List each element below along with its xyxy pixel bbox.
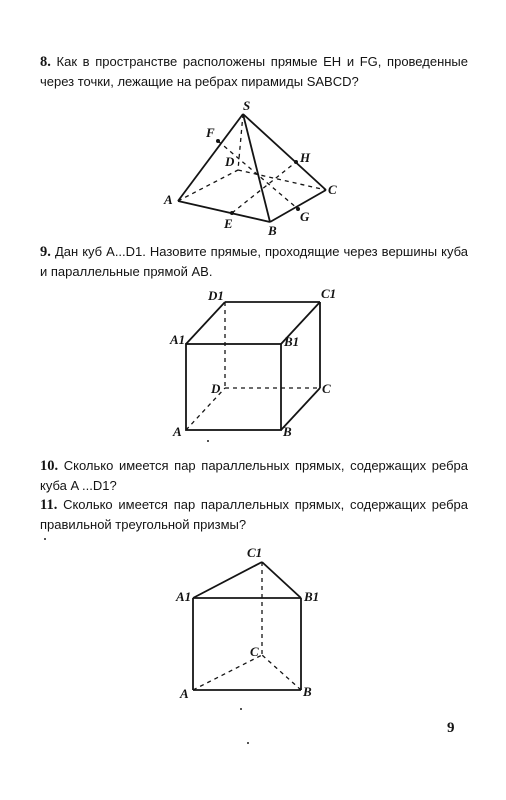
line-EH — [232, 162, 296, 213]
edge-B1C1 — [281, 302, 320, 344]
problem-8 — [40, 52, 468, 92]
label-S: S — [243, 98, 251, 113]
problem-text: Сколько имеется пар параллельных прямых, содержащих ребра правильной треугольной призмы? — [40, 497, 468, 532]
label-G: G — [300, 209, 310, 224]
front-face — [186, 344, 281, 430]
label-D: D — [211, 381, 221, 396]
label-B: B — [303, 684, 312, 699]
edge-AD — [186, 388, 225, 430]
edge-BC — [270, 190, 326, 222]
edge-SC — [243, 114, 326, 190]
edge-SB — [243, 114, 270, 222]
problem-number: 11. — [40, 497, 58, 513]
line-FG — [218, 141, 298, 209]
problem-text: Дан куб A...D1. Назовите прямые, проходящие через вершины куба и параллельные прямой AB. — [40, 244, 469, 279]
label-C: C — [322, 381, 331, 396]
label-H: H — [300, 150, 311, 165]
problem-11 — [40, 495, 468, 535]
label-D1: D1 — [208, 288, 224, 303]
label-F: F — [206, 125, 215, 140]
edge-AC — [193, 655, 262, 690]
problem-10 — [40, 456, 468, 496]
label-A: A — [164, 192, 173, 207]
scan-speck — [44, 538, 46, 540]
scan-speck — [247, 742, 249, 744]
edge-AB — [178, 201, 270, 222]
edge-BC — [262, 655, 301, 690]
label-C1: C1 — [247, 545, 263, 560]
label-E: E — [224, 216, 233, 231]
edge-DC — [238, 170, 326, 190]
label-C1: C1 — [321, 286, 337, 301]
label-B: B — [283, 424, 292, 439]
page-number: 9 — [447, 720, 455, 736]
label-B1: B1 — [284, 334, 300, 349]
scan-speck — [240, 708, 242, 710]
scan-speck — [207, 440, 209, 442]
problem-9 — [40, 242, 468, 282]
label-A1: A1 — [170, 332, 186, 347]
problem-number: 9. — [40, 244, 51, 260]
problem-text: Сколько имеется пар параллельных прямых, содержащих ребра куба A ...D1? — [40, 458, 469, 493]
edge-A1D1 — [186, 302, 225, 344]
edge-SD — [238, 114, 243, 170]
problem-text: Как в пространстве расположены прямые EH и FG, проведенные через точки, лежащие на ребрах пирамиды SABCD? — [40, 54, 469, 89]
label-C: C — [250, 644, 259, 659]
label-D: D — [225, 154, 235, 169]
edge-BC — [281, 388, 320, 430]
edge-SA — [178, 114, 243, 201]
edge-B1C1 — [262, 562, 301, 598]
label-C: C — [328, 182, 337, 197]
label-A1: A1 — [176, 589, 192, 604]
label-A: A — [173, 424, 182, 439]
edge-A1C1 — [193, 562, 262, 598]
label-A: A — [180, 686, 189, 701]
problem-number: 8. — [40, 54, 51, 70]
label-B: B — [268, 223, 277, 238]
label-B1: B1 — [304, 589, 320, 604]
problem-number: 10. — [40, 458, 59, 474]
edge-AD — [178, 170, 238, 201]
